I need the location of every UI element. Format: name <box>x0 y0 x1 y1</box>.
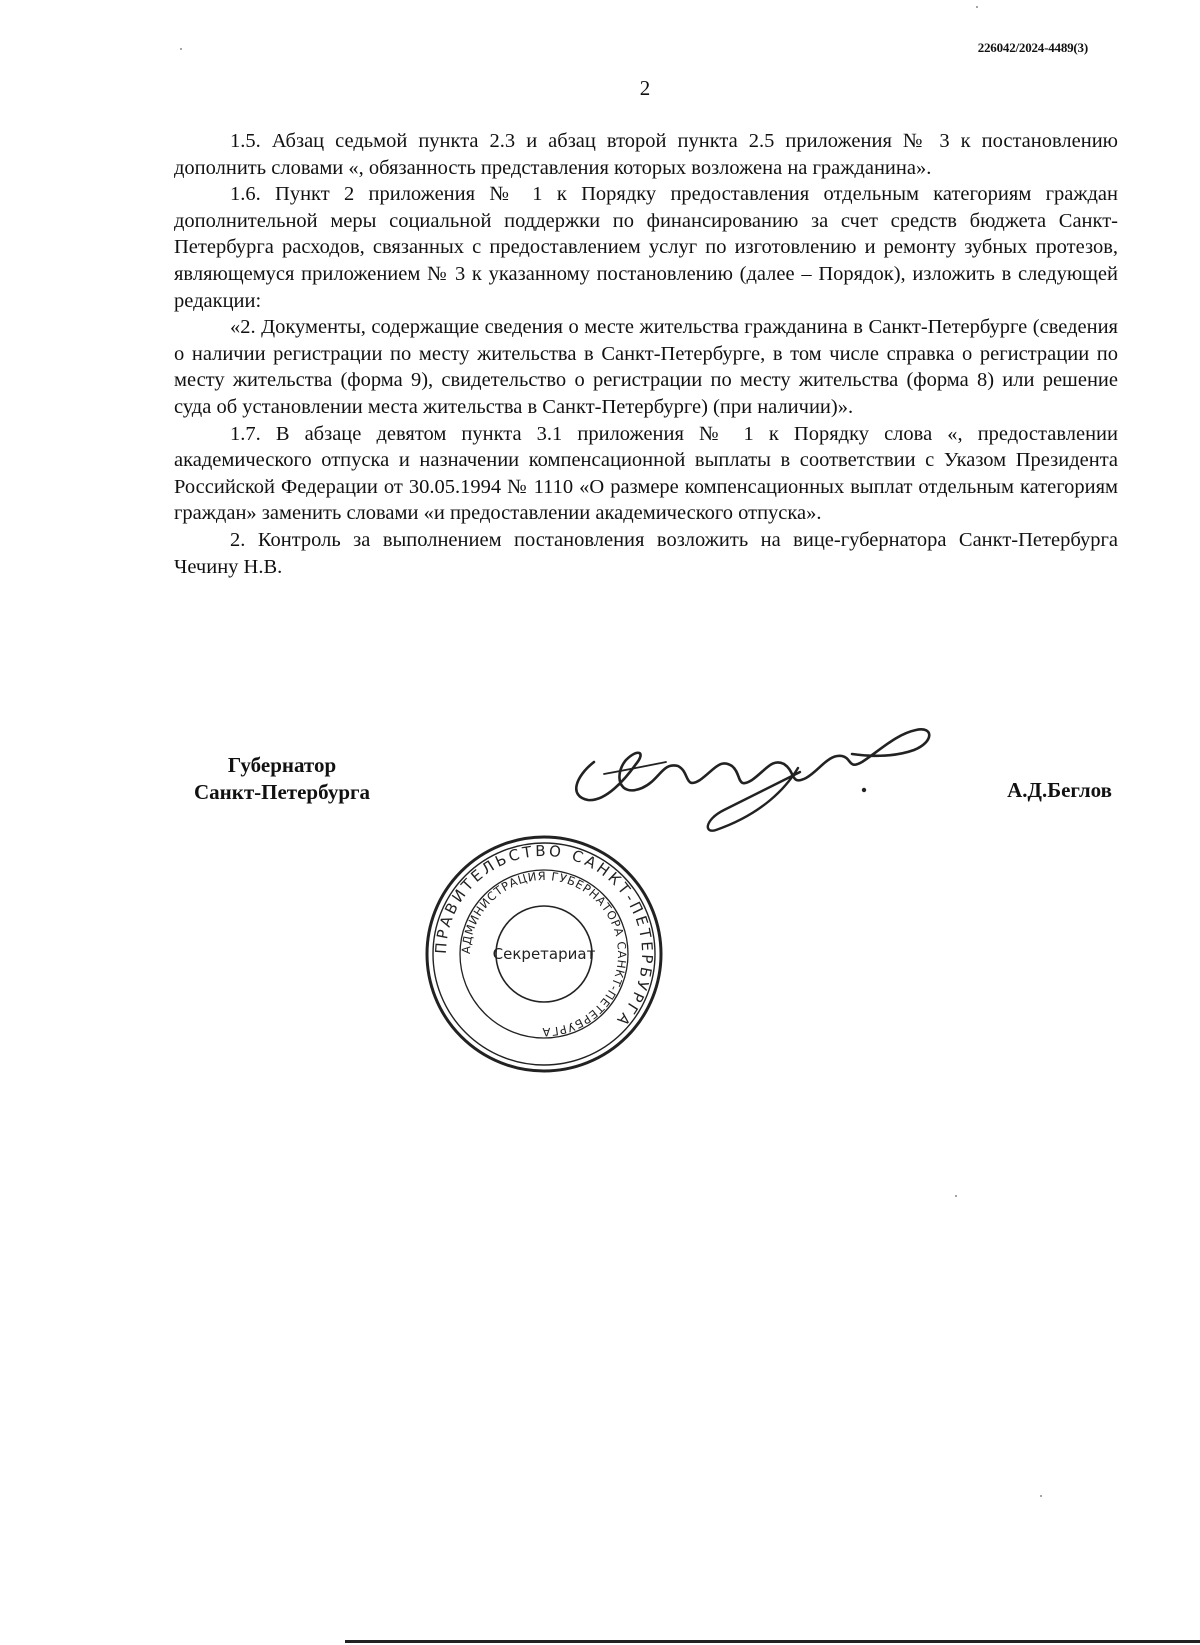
page-number: 2 <box>639 76 651 100</box>
handwritten-signature <box>566 712 936 832</box>
seal-inner-text: АДМИНИСТРАЦИЯ ГУБЕРНАТОРА САНКТ-ПЕТЕРБУРГА <box>458 868 630 1040</box>
signer-title-line2: Санкт-Петербурга <box>193 780 371 804</box>
paragraph-1-7: 1.7. В абзаце девятом пункта 3.1 приложения № 1 к Порядку слова «, предоставлении академического отпуска и назначении компенсационной выплаты в соответствии с Указом Президента Российской Федерации от 30.05.1994 № 1110 «О размере компенсационных выплат отдельным категориям граждан» заменить словами «и предоставлении академического отпуска». <box>174 422 1118 525</box>
document-registration-number: 226042/2024-4489(3) <box>977 40 1088 55</box>
signer-title-line1: Губернатор <box>227 753 337 777</box>
scan-speck <box>955 1195 957 1197</box>
scan-speck <box>180 48 182 50</box>
page-bottom-edge <box>345 1640 1200 1643</box>
signer-title <box>172 752 392 806</box>
paragraph-1-6: 1.6. Пункт 2 приложения № 1 к Порядку предоставления отдельным категориям граждан дополнительной меры социальной поддержки по финансированию за счет средств бюджета Санкт-Петербурга расходов, связанных с предоставлением услуг по изготовлению и ремонту зубных протезов, являющемуся приложением № 3 к указанному постановлению (далее – Порядок), изложить в следующей редакции: <box>174 183 1118 312</box>
scan-speck <box>1040 1495 1042 1497</box>
scan-speck <box>976 6 978 8</box>
paragraph-quoted-item-2: «2. Документы, содержащие сведения о месте жительства гражданина в Санкт-Петербурге (сведения о наличии регистрации по месту жительства в Санкт-Петербурге, в том числе справка о регистрации по месту жительства (форма 9), свидетельство о регистрации по месту жительства (форма 8) или решение суда об установлении места жительства в Санкт-Петербурге) (при наличии)». <box>174 316 1118 418</box>
document-body <box>174 128 1118 580</box>
signer-name: А.Д.Беглов <box>1007 778 1112 802</box>
paragraph-2: 2. Контроль за выполнением постановления возложить на вице-губернатора Санкт-Петербурга Чечину Н.В. <box>174 528 1118 578</box>
official-seal-stamp <box>424 834 664 1074</box>
paragraph-1-5: 1.5. Абзац седьмой пункта 2.3 и абзац второй пункта 2.5 приложения № 3 к постановлению дополнить словами «, обязанность представления которых возложена на гражданина». <box>174 130 1118 179</box>
seal-center-label: Секретариат <box>492 945 596 963</box>
seal-outer-text: ПРАВИТЕЛЬСТВО САНКТ-ПЕТЕРБУРГА <box>431 841 657 1032</box>
